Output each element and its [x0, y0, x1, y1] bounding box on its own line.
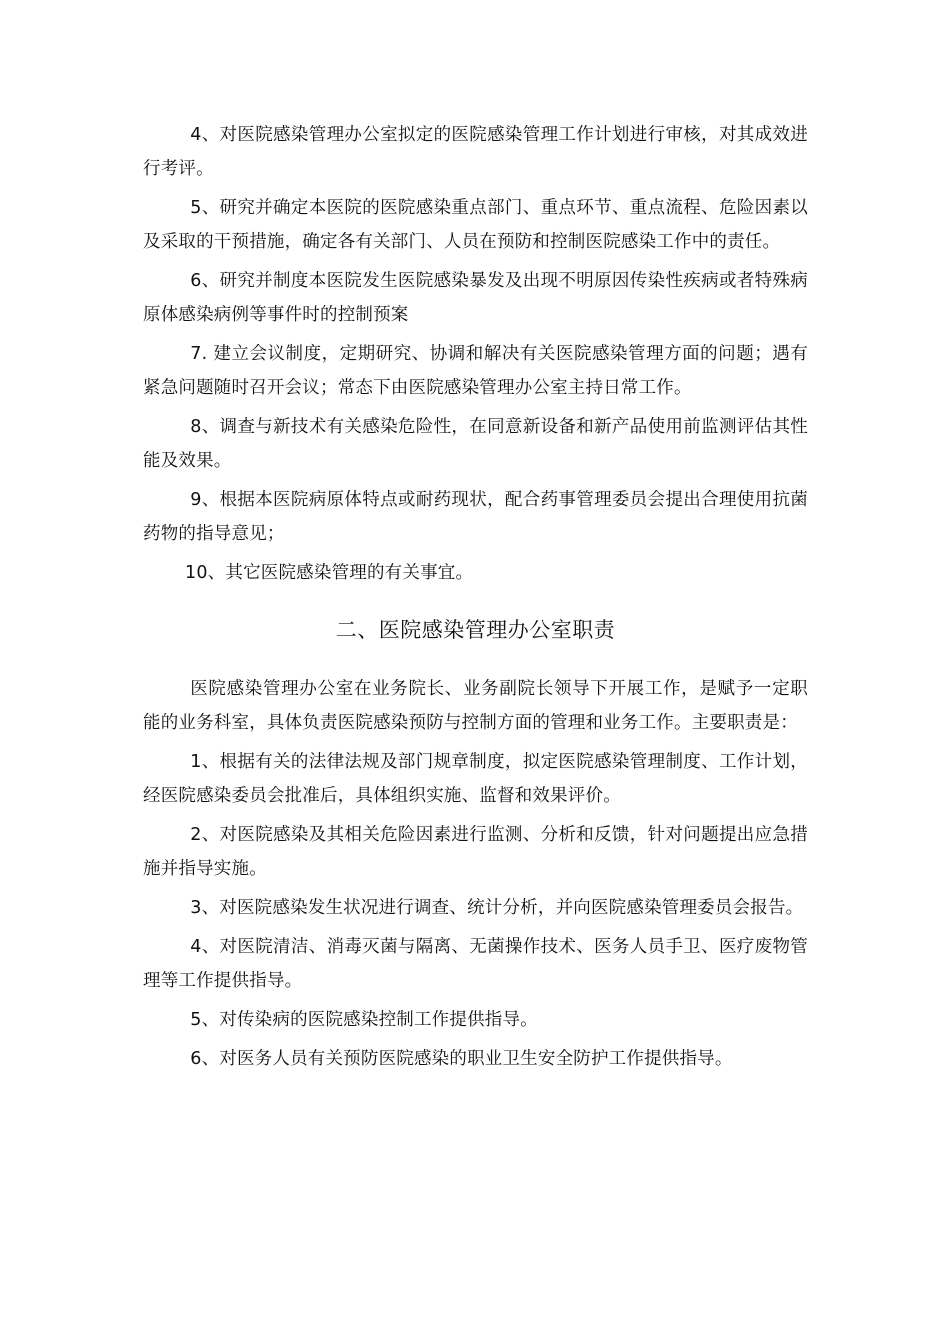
- duty-item-3: 3、对医院感染发生状况进行调查、统计分析，并向医院感染管理委员会报告。: [190, 898, 804, 918]
- duty-item-5: 5、对传染病的医院感染控制工作提供指导。: [190, 1010, 538, 1030]
- paragraph-item-8: 8、调查与新技术有关感染危险性，在同意新设备和新产品使用前监测评估其性能及效果。: [143, 417, 808, 471]
- paragraph-item-7: 7. 建立会议制度，定期研究、协调和解决有关医院感染管理方面的问题；遇有紧急问题随时召开会议；常态下由医院感染管理办公室主持日常工作。: [143, 344, 808, 398]
- paragraph-item-6: 6、研究并制度本医院发生医院感染暴发及出现不明原因传染性疾病或者特殊病原体感染病例等事件时的控制预案: [143, 271, 808, 325]
- duty-item-1: 1、根据有关的法律法规及部门规章制度，拟定医院感染管理制度、工作计划，经医院感染委员会批准后，具体组织实施、监督和效果评价。: [143, 752, 808, 806]
- duty-item-4: 4、对医院清洁、消毒灭菌与隔离、无菌操作技术、医务人员手卫、医疗废物管理等工作提供指导。: [143, 937, 808, 991]
- duty-item-6: 6、对医务人员有关预防医院感染的职业卫生安全防护工作提供指导。: [190, 1049, 733, 1069]
- section-intro: 医院感染管理办公室在业务院长、业务副院长领导下开展工作，是赋予一定职能的业务科室，具体负责医院感染预防与控制方面的管理和业务工作。主要职责是：: [143, 679, 808, 733]
- paragraph-item-5: 5、研究并确定本医院的医院感染重点部门、重点环节、重点流程、危险因素以及采取的干预措施，确定各有关部门、人员在预防和控制医院感染工作中的责任。: [143, 198, 808, 252]
- document-page: [143, 118, 808, 1081]
- duty-item-2: 2、对医院感染及其相关危险因素进行监测、分析和反馈，针对问题提出应急措施并指导实施。: [143, 825, 808, 879]
- section-spacer: [143, 648, 808, 672]
- paragraph-item-9: 9、根据本医院病原体特点或耐药现状，配合药事管理委员会提出合理使用抗菌药物的指导意见；: [143, 490, 808, 544]
- section-title: 二、医院感染管理办公室职责: [335, 618, 616, 642]
- paragraph-item-4: 4、对医院感染管理办公室拟定的医院感染管理工作计划进行审核，对其成效进行考评。: [143, 125, 808, 179]
- paragraph-item-10: 10、其它医院感染管理的有关事宜。: [185, 563, 474, 583]
